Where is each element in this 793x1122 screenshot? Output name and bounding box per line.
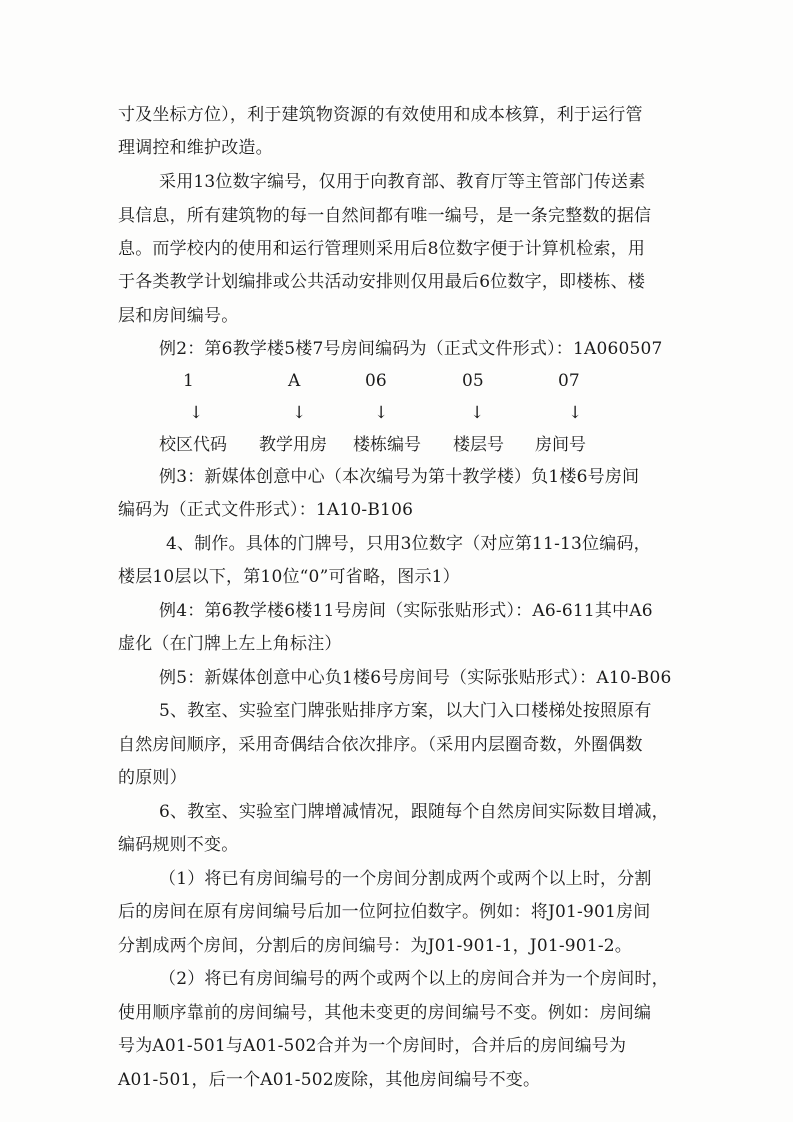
down-arrow-icon: ↓: [374, 403, 389, 423]
code-segment: 06: [365, 371, 387, 391]
code-label: 教学用房: [259, 435, 327, 455]
paragraph-line: 于各类教学计划编排或公共活动安排则仅用最后6位数字，即楼栋、楼: [118, 272, 646, 292]
down-arrow-icon: ↓: [189, 403, 204, 423]
paragraph-line: 寸及坐标方位），利于建筑物资源的有效使用和成本核算，利于运行管: [118, 105, 643, 125]
down-arrow-icon: ↓: [568, 403, 583, 423]
code-labels-row: [0, 433, 793, 457]
paragraph-line: 编码为（正式文件形式）：1A10-B106: [118, 500, 414, 520]
paragraph-line: 后的房间在原有房间编号后加一位阿拉伯数字。例如：将J01-901房间: [118, 902, 651, 922]
down-arrow-icon: ↓: [470, 403, 485, 423]
paragraph-line: 分割成两个房间，分割后的房间编号：为J01-901-1，J01-901-2。: [118, 936, 632, 956]
paragraph-line: 具信息，所有建筑物的每一自然间都有唯一编号，是一条完整数的据信: [118, 206, 652, 226]
example-3-line: 例3：新媒体创意中心（本次编号为第十教学楼）负1楼6号房间: [159, 467, 640, 487]
code-label: 房间号: [535, 435, 586, 455]
paragraph-line: 自然房间顺序，采用奇偶结合依次排序。（采用内层圈奇数，外圈偶数: [118, 735, 643, 755]
down-arrow-icon: ↓: [292, 403, 307, 423]
paragraph-line: 楼层10层以下，第10位“0”可省略，图示1）: [118, 567, 460, 587]
paragraph-line: 理调控和维护改造。: [118, 138, 273, 158]
rule-1-line: （1）将已有房间编号的一个房间分割成两个或两个以上时，分割: [159, 869, 652, 889]
paragraph-line: A01-501，后一个A01-502废除，其他房间编号不变。: [118, 1070, 541, 1090]
paragraph-line: 号为A01-501与A01-502合并为一个房间时，合并后的房间编号为: [118, 1036, 627, 1056]
section-5-line: 5、教室、实验室门牌张贴排序方案，以大门入口楼梯处按照原有: [159, 701, 652, 721]
section-6-line: 6、教室、实验室门牌增减情况，跟随每个自然房间实际数目增减，: [159, 802, 669, 822]
arrow-row: [0, 401, 793, 425]
code-label: 楼层号: [453, 435, 504, 455]
rule-2-line: （2）将已有房间编号的两个或两个以上的房间合并为一个房间时，: [159, 969, 669, 989]
example-4-line: 例4：第6教学楼6楼11号房间（实际张贴形式）：A6-611其中A6: [159, 601, 653, 621]
paragraph-line: 层和房间编号。: [118, 306, 239, 326]
paragraph-line: 虚化（在门牌上左上角标注）: [118, 634, 342, 654]
code-segment: 05: [462, 371, 484, 391]
code-segments-row: [0, 369, 793, 393]
code-segment: 1: [183, 371, 194, 391]
code-segment: A: [288, 371, 301, 391]
section-4-line: 4、制作。具体的门牌号，只用3位数字（对应第11-13位编码，: [166, 534, 651, 554]
paragraph-line: 使用顺序靠前的房间编号，其他未变更的房间编号不变。例如：房间编: [118, 1003, 652, 1023]
paragraph-line: 息。而学校内的使用和运行管理则采用后8位数字便于计算机检索，用: [118, 239, 646, 259]
code-label: 校区代码: [159, 435, 227, 455]
code-label: 楼栋编号: [353, 435, 421, 455]
paragraph-line: 编码规则不变。: [118, 835, 239, 855]
example-5-line: 例5：新媒体创意中心负1楼6号房间号（实际张贴形式）：A10-B06: [159, 668, 672, 688]
paragraph-line: 的原则）: [118, 768, 187, 788]
paragraph-line: 采用13位数字编号，仅用于向教育部、教育厅等主管部门传送素: [159, 172, 646, 192]
example-2-line: 例2：第6教学楼5楼7号房间编码为（正式文件形式）：1A060507: [159, 339, 663, 359]
code-segment: 07: [558, 371, 580, 391]
